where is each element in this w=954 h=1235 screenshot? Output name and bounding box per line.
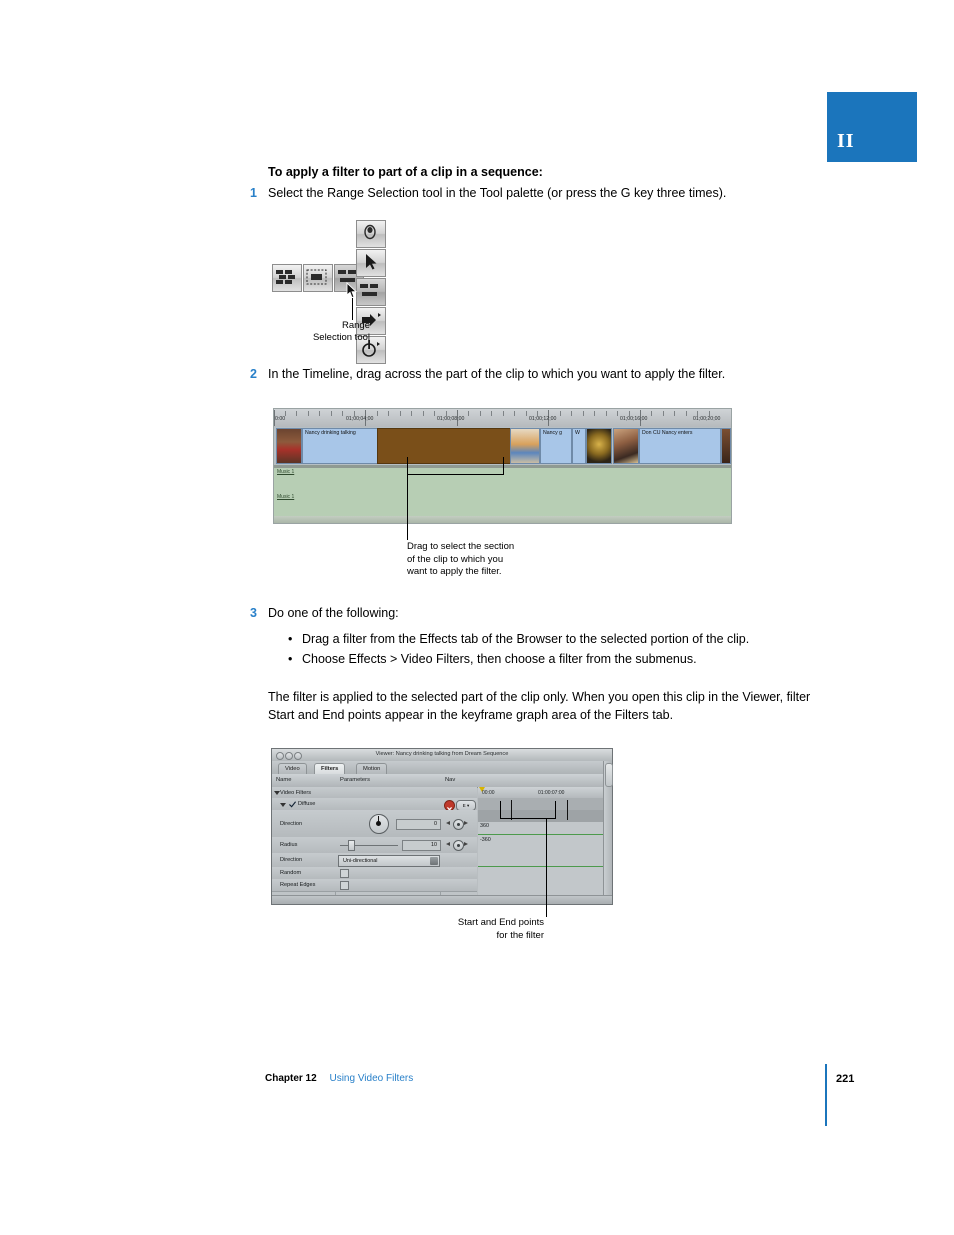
filter-options-popup[interactable]: E ▾ — [456, 800, 476, 811]
timeline-tc-3: 01;00;12;00 — [529, 416, 557, 422]
viewer-column-header — [272, 774, 612, 788]
repeat-edges-checkbox[interactable] — [340, 881, 349, 890]
timeline-tc-1: 01;00;04;00 — [346, 416, 374, 422]
tab-motion[interactable]: Motion — [356, 763, 387, 775]
radius-slider-thumb[interactable] — [348, 840, 355, 851]
random-checkbox[interactable] — [340, 869, 349, 878]
clip-name: Nancy drinking talking — [305, 430, 356, 436]
footer-chapter: Chapter 12 — [265, 1073, 317, 1084]
viewer-title: Viewer: Nancy drinking talking from Dream Sequence — [375, 751, 509, 757]
timeline-clip[interactable] — [639, 428, 721, 464]
audio-track-name: Music 1 — [277, 469, 295, 475]
timeline-bottom-bar — [274, 516, 731, 523]
graph-tc-start: 00:00 — [482, 790, 495, 796]
timeline-audio-track-2[interactable] — [274, 493, 731, 517]
disclosure-triangle-down-icon — [280, 802, 286, 808]
step-1-number: 1 — [250, 186, 257, 200]
part-tab — [827, 92, 917, 162]
row-label: Direction — [280, 857, 303, 863]
timeline-callout-line-2: of the clip to which you — [407, 553, 504, 565]
crop-tool-icon[interactable] — [356, 220, 386, 248]
tab-video[interactable]: Video — [278, 763, 307, 775]
checkmark-icon — [289, 801, 296, 808]
viewer-footer — [272, 895, 612, 904]
filter-start-point[interactable] — [511, 800, 512, 820]
part-tab-label: II — [837, 130, 855, 152]
step-2-number: 2 — [250, 367, 257, 381]
tool-callout-line-2: Selection tool — [312, 332, 370, 343]
range-selection-tool-icon-column[interactable] — [356, 278, 386, 306]
bullet-item: • Choose Effects > Video Filters, then choose a filter from the submenus. — [286, 652, 886, 666]
timeline-callout-line-3: want to apply the filter. — [407, 566, 502, 577]
clip-name: W — [575, 430, 580, 436]
clip-name: Nancy g — [543, 430, 563, 436]
row-direction-dial[interactable] — [272, 810, 477, 838]
callout-bracket-left — [407, 457, 408, 475]
tool-callout-line-1: Range — [342, 320, 370, 331]
tool-callout-leader — [352, 298, 353, 320]
scrollbar-thumb[interactable] — [605, 763, 613, 787]
popup-arrows-icon — [430, 857, 438, 865]
radius-value-field[interactable]: 10 — [402, 840, 441, 851]
timeline-clip[interactable] — [572, 428, 586, 464]
step-1-text: Select the Range Selection tool in the Tool palette (or press the G key three times). — [268, 186, 727, 200]
tool-callout-label — [252, 320, 370, 344]
timeline-clip[interactable] — [586, 428, 612, 464]
clip-thumbnail — [614, 429, 638, 463]
column-header-name[interactable]: Name — [276, 777, 292, 783]
step-3-text: Do one of the following: — [268, 606, 399, 620]
viewer-window — [271, 748, 613, 905]
graph-max-value: 360 — [480, 823, 489, 829]
row-label: Direction — [280, 821, 303, 827]
row-direction-popup[interactable] — [272, 853, 477, 868]
footer-title[interactable]: Using Video Filters — [329, 1073, 414, 1084]
step-1 — [250, 186, 878, 200]
direction-dial[interactable] — [369, 814, 389, 834]
graph-tc-end: 01:00:07:00 — [538, 790, 565, 796]
callout-bracket-bottom — [407, 474, 504, 475]
viewer-callout — [420, 917, 544, 942]
timeline-callout — [407, 541, 557, 579]
timeline-clip[interactable] — [540, 428, 572, 464]
clip-thumbnail — [587, 429, 611, 463]
timeline-callout-line-1: Drag to select the section — [407, 541, 515, 552]
result-paragraph: The filter is applied to the selected part of the clip only. When you open this clip in the Viewer, filter Start and End points appear in the keyframe graph area of the Filters tab. — [268, 690, 811, 722]
viewer-callout-bracket-left — [500, 801, 501, 819]
timeline-clip[interactable] — [276, 428, 302, 464]
direction-keyframe-nav[interactable] — [446, 819, 468, 828]
column-header-nav[interactable]: Nav — [445, 777, 456, 783]
row-label: Radius — [280, 842, 298, 848]
group-selection-tool-icon[interactable] — [303, 264, 333, 292]
direction-popup-value: Uni-directional — [343, 858, 378, 864]
mouse-cursor-icon — [346, 282, 359, 299]
timeline-clip[interactable] — [721, 428, 731, 464]
step-3-number: 3 — [250, 606, 257, 620]
direction-value-field[interactable]: 0 — [396, 819, 441, 830]
row-label: Repeat Edges — [280, 882, 316, 888]
viewer-callout-leader — [546, 818, 547, 917]
viewer-callout-line-1: Start and End points — [457, 917, 544, 928]
tab-filters[interactable]: Filters — [314, 763, 345, 775]
crop-glyph — [359, 223, 381, 243]
viewer-tabbar — [272, 761, 612, 775]
timeline-tc-0: 0:00 — [275, 416, 286, 422]
bullet-item: • Drag a filter from the Effects tab of the Browser to the selected portion of the clip. — [286, 632, 886, 646]
timeline-tc-2: 01;00;08;00 — [437, 416, 465, 422]
callout-leader — [407, 474, 408, 540]
page-title: To apply a filter to part of a clip in a sequence: — [268, 165, 543, 179]
filter-end-point[interactable] — [567, 800, 568, 820]
clip-name: Don CU Nancy enters — [642, 430, 693, 436]
clip-thumbnail — [511, 429, 539, 463]
keyframe-graph[interactable] — [478, 787, 604, 896]
timeline-tc-5: 01;00;20;00 — [693, 416, 721, 422]
radius-keyframe-nav[interactable] — [446, 840, 468, 849]
group-selection-glyph — [306, 267, 328, 287]
clip-thumbnail — [722, 429, 731, 463]
viewer-callout-line-2: for the filter — [496, 929, 544, 941]
viewer-callout-bracket-bottom — [500, 818, 556, 819]
clip-thumbnail — [277, 429, 302, 463]
page-number: 221 — [836, 1073, 855, 1085]
audio-track-name: Music 1 — [277, 494, 295, 500]
row-label: Diffuse — [298, 801, 316, 807]
range-selection-glyph-column — [359, 281, 381, 301]
viewer-parameter-list — [272, 787, 477, 896]
edit-selection-glyph — [275, 267, 297, 287]
footer-rule — [825, 1064, 827, 1126]
step-3 — [250, 606, 878, 620]
tool-palette-figure — [272, 220, 452, 345]
graph-min-value: -360 — [480, 837, 491, 843]
row-label: Video Filters — [280, 790, 311, 796]
viewer-callout-bracket-right — [555, 801, 556, 819]
callout-bracket-right — [503, 457, 504, 475]
arrow-pointer-glyph — [359, 252, 381, 272]
row-repeat-edges[interactable] — [272, 879, 477, 892]
timeline-clip[interactable] — [613, 428, 639, 464]
step-2 — [250, 367, 878, 381]
footer — [265, 1073, 413, 1084]
step-3-bullets — [286, 632, 886, 672]
column-header-parameters[interactable]: Parameters — [340, 777, 370, 783]
timeline-clip[interactable] — [510, 428, 540, 464]
viewer-scrollbar[interactable] — [603, 761, 612, 896]
timeline-tc-4: 01;00;16;00 — [620, 416, 648, 422]
edit-selection-tool-icon[interactable] — [272, 264, 302, 292]
row-label: Random — [280, 870, 302, 876]
row-radius-slider[interactable] — [272, 837, 477, 854]
direction-popup-menu[interactable] — [338, 855, 440, 867]
arrow-selection-tool-icon[interactable] — [356, 249, 386, 277]
timeline-ruler[interactable] — [274, 409, 731, 428]
step-2-text: In the Timeline, drag across the part of the clip to which you want to apply the filter. — [268, 367, 726, 381]
